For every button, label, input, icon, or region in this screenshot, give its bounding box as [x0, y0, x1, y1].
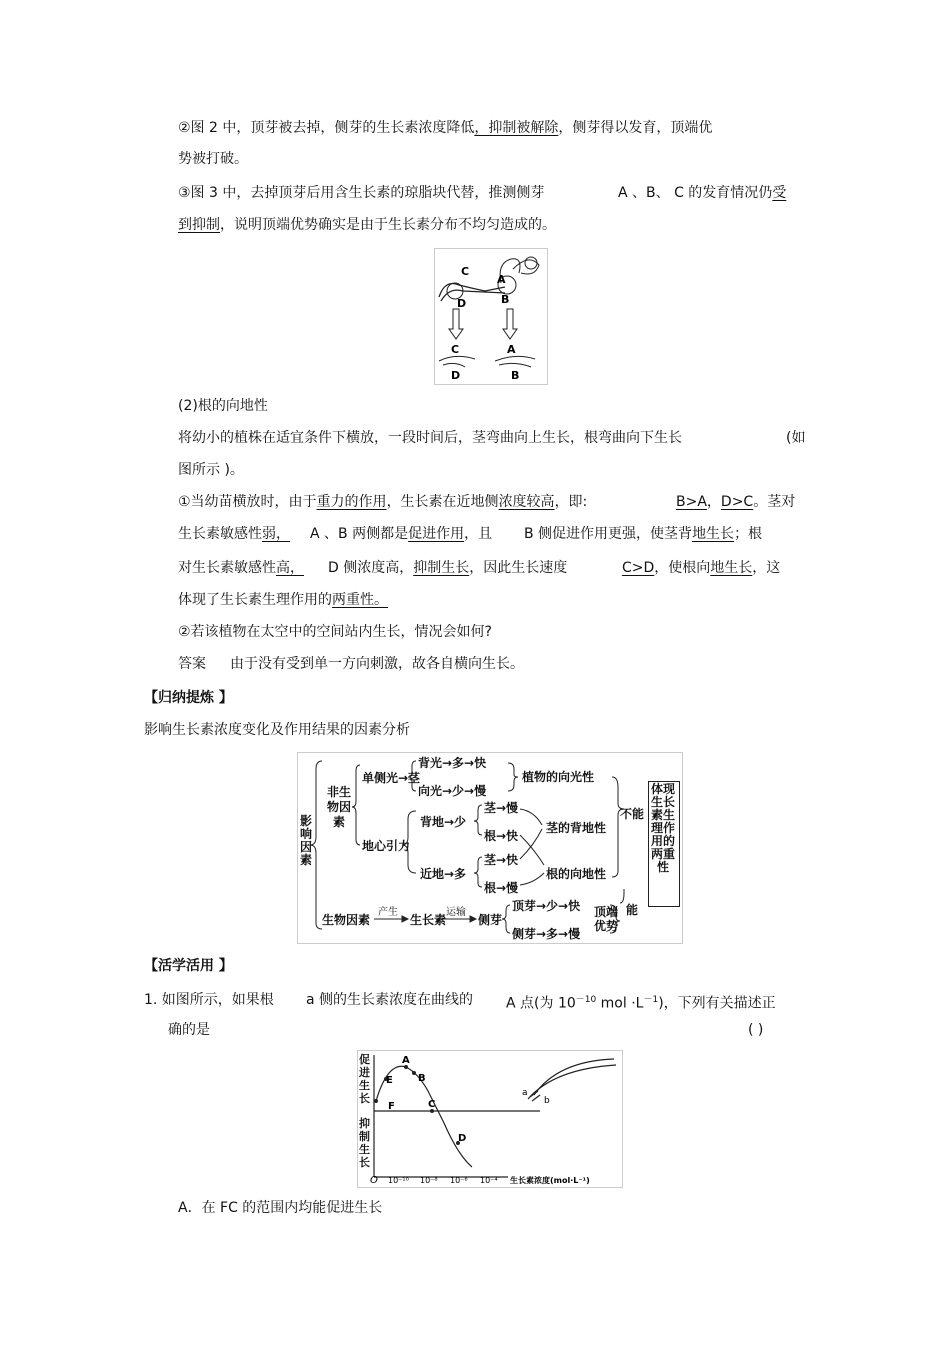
label-b2: B — [511, 369, 520, 382]
answer-line — [178, 654, 524, 674]
result-text: 体现生长素生理作用的两重性 — [650, 782, 675, 874]
text: ③图 3 中，去掉顶芽后用含生长素的琼脂块代替，推测侧芽 — [178, 185, 545, 201]
label-b: B — [501, 293, 510, 306]
point-d: D — [458, 1133, 467, 1144]
q1-line: A 点(为 $10^{-10}$ mol $\cdot L^{-1}$)，下列有关描述正 — [506, 995, 776, 1012]
text: 受 — [772, 185, 787, 201]
plant-figure — [434, 248, 548, 385]
para-line: 图所示 )。 — [178, 462, 244, 478]
lateral-bud-label: 侧芽 — [478, 913, 503, 927]
root-label: 影响因素 — [300, 814, 313, 867]
text: ，说明顶端优势确实是由于生长素分布不均匀造成的。 — [220, 217, 556, 233]
tick: 10⁻⁴ — [480, 1176, 498, 1185]
label-d2: D — [451, 369, 461, 382]
label-a: A — [497, 273, 506, 286]
para-line: 生长素敏感性弱， — [178, 526, 290, 542]
point-b: B — [418, 1073, 426, 1084]
text: ，抑制被解除 — [474, 120, 559, 136]
top-bud: 顶芽→少→快 — [512, 899, 581, 913]
gravity-label: 地心引力 — [362, 839, 411, 853]
para-line: ①当幼苗横放时，由于重力的作用，生长素在近地侧浓度较高，即: — [178, 494, 588, 510]
factor-diagram — [297, 752, 683, 944]
point-e: E — [386, 1075, 393, 1086]
lower-side: 近地→多 — [420, 867, 467, 881]
point-a: A — [402, 1055, 410, 1066]
answer-text: 由于没有受到单一方向刺激，故各自横向生长。 — [230, 656, 524, 672]
text: ，侧芽得以发育，顶端优 — [558, 120, 713, 136]
stem-negative-gravitropism: 茎的背地性 — [546, 821, 607, 835]
text: 到抑制 — [178, 217, 220, 233]
para-line: D 侧浓度高，抑制生长，因此生长速度 — [328, 560, 568, 576]
option-a: A．在 FC 的范围内均能促进生长 — [178, 1200, 383, 1216]
label-d: D — [457, 297, 467, 310]
para-line — [178, 183, 544, 203]
auxin-label: 生长素 — [410, 913, 447, 927]
label-c: C — [461, 265, 470, 278]
label-a2: A — [507, 343, 516, 356]
y-label-promote: 促进生长 — [359, 1053, 370, 1105]
produce-label: 产生 — [378, 907, 398, 918]
para-line: 对生长素敏感性高， — [178, 560, 304, 576]
q1-line: 确的是 — [168, 1022, 210, 1038]
para-line: B>A，D>C。茎对 — [676, 494, 796, 510]
tick: 10⁻⁸ — [420, 1176, 438, 1185]
para-line: C>D，使根向地生长，这 — [622, 560, 781, 576]
origin: O — [370, 1175, 378, 1186]
toward-light: 向光→少→慢 — [418, 784, 487, 798]
light-label: 单侧光→茎 — [362, 771, 421, 785]
para-line: (如 — [786, 430, 806, 446]
text: A 、B、 C 的发育情况仍 — [618, 185, 773, 201]
y-label-inhibit: 抑制生长 — [359, 1117, 370, 1169]
bio-label: 生物因素 — [322, 913, 371, 927]
growth-curve-figure — [357, 1050, 623, 1188]
nonbio-label: 非生物因素 — [326, 785, 351, 829]
practice-heading: 【活学活用 】 — [144, 958, 233, 974]
side-bud: 侧芽→多→慢 — [512, 927, 581, 941]
q1-line: a 侧的生长素浓度在曲线的 — [306, 992, 474, 1008]
para-line — [178, 118, 712, 138]
para-line: B 侧促进作用更强，使茎背地生长；根 — [524, 526, 763, 542]
text: ②图 2 中，顶芽被去掉，侧芽的生长素浓度降低 — [178, 120, 475, 136]
tick: 10⁻⁶ — [450, 1176, 468, 1185]
section-title: (2)根的向地性 — [178, 398, 268, 414]
answer-paren: ( ) — [748, 1022, 764, 1038]
side-b: b — [544, 1096, 550, 1106]
root-slow: 根→慢 — [484, 881, 519, 895]
point-f: F — [388, 1101, 395, 1112]
para-line — [618, 183, 786, 203]
answer-label: 答案 — [178, 656, 206, 672]
para-line — [178, 215, 556, 235]
tick: 10⁻¹⁰ — [388, 1176, 409, 1185]
para-line: A 、B 两侧都是促进作用，且 — [310, 526, 493, 542]
back-light: 背光→多→快 — [418, 756, 487, 770]
summary-title: 影响生长素浓度变化及作用结果的因素分析 — [144, 722, 410, 738]
label-c2: C — [451, 343, 460, 356]
x-axis-label: 生长素浓度(mol·L⁻¹) — [510, 1176, 590, 1185]
root-fast: 根→快 — [484, 829, 519, 843]
side-a: a — [522, 1088, 528, 1098]
can-label: 能 — [626, 903, 639, 917]
point-c: C — [428, 1099, 436, 1110]
para-line: 体现了生长素生理作用的两重性。 — [178, 592, 388, 608]
summary-heading: 【归纳提炼 】 — [144, 690, 233, 706]
cannot-label: 不能 — [620, 807, 645, 821]
stem-fast: 茎→快 — [484, 853, 519, 867]
para-line: 将幼小的植株在适宜条件下横放，一段时间后，茎弯曲向上生长，根弯曲向下生长 — [178, 430, 682, 446]
text: 势被打破。 — [178, 151, 248, 167]
upper-side: 背地→少 — [420, 815, 467, 829]
stem-slow: 茎→慢 — [484, 801, 519, 815]
apical-dominance: 顶端优势 — [594, 905, 619, 933]
root-gravitropism: 根的向地性 — [546, 867, 607, 881]
para-line — [178, 149, 248, 169]
phototropism: 植物的向光性 — [522, 770, 595, 784]
q1-line: 1. 如图所示，如果根 — [144, 992, 274, 1008]
question: ②若该植物在太空中的空间站内生长，情况会如何? — [178, 624, 492, 640]
transport-label: 运输 — [446, 907, 466, 918]
